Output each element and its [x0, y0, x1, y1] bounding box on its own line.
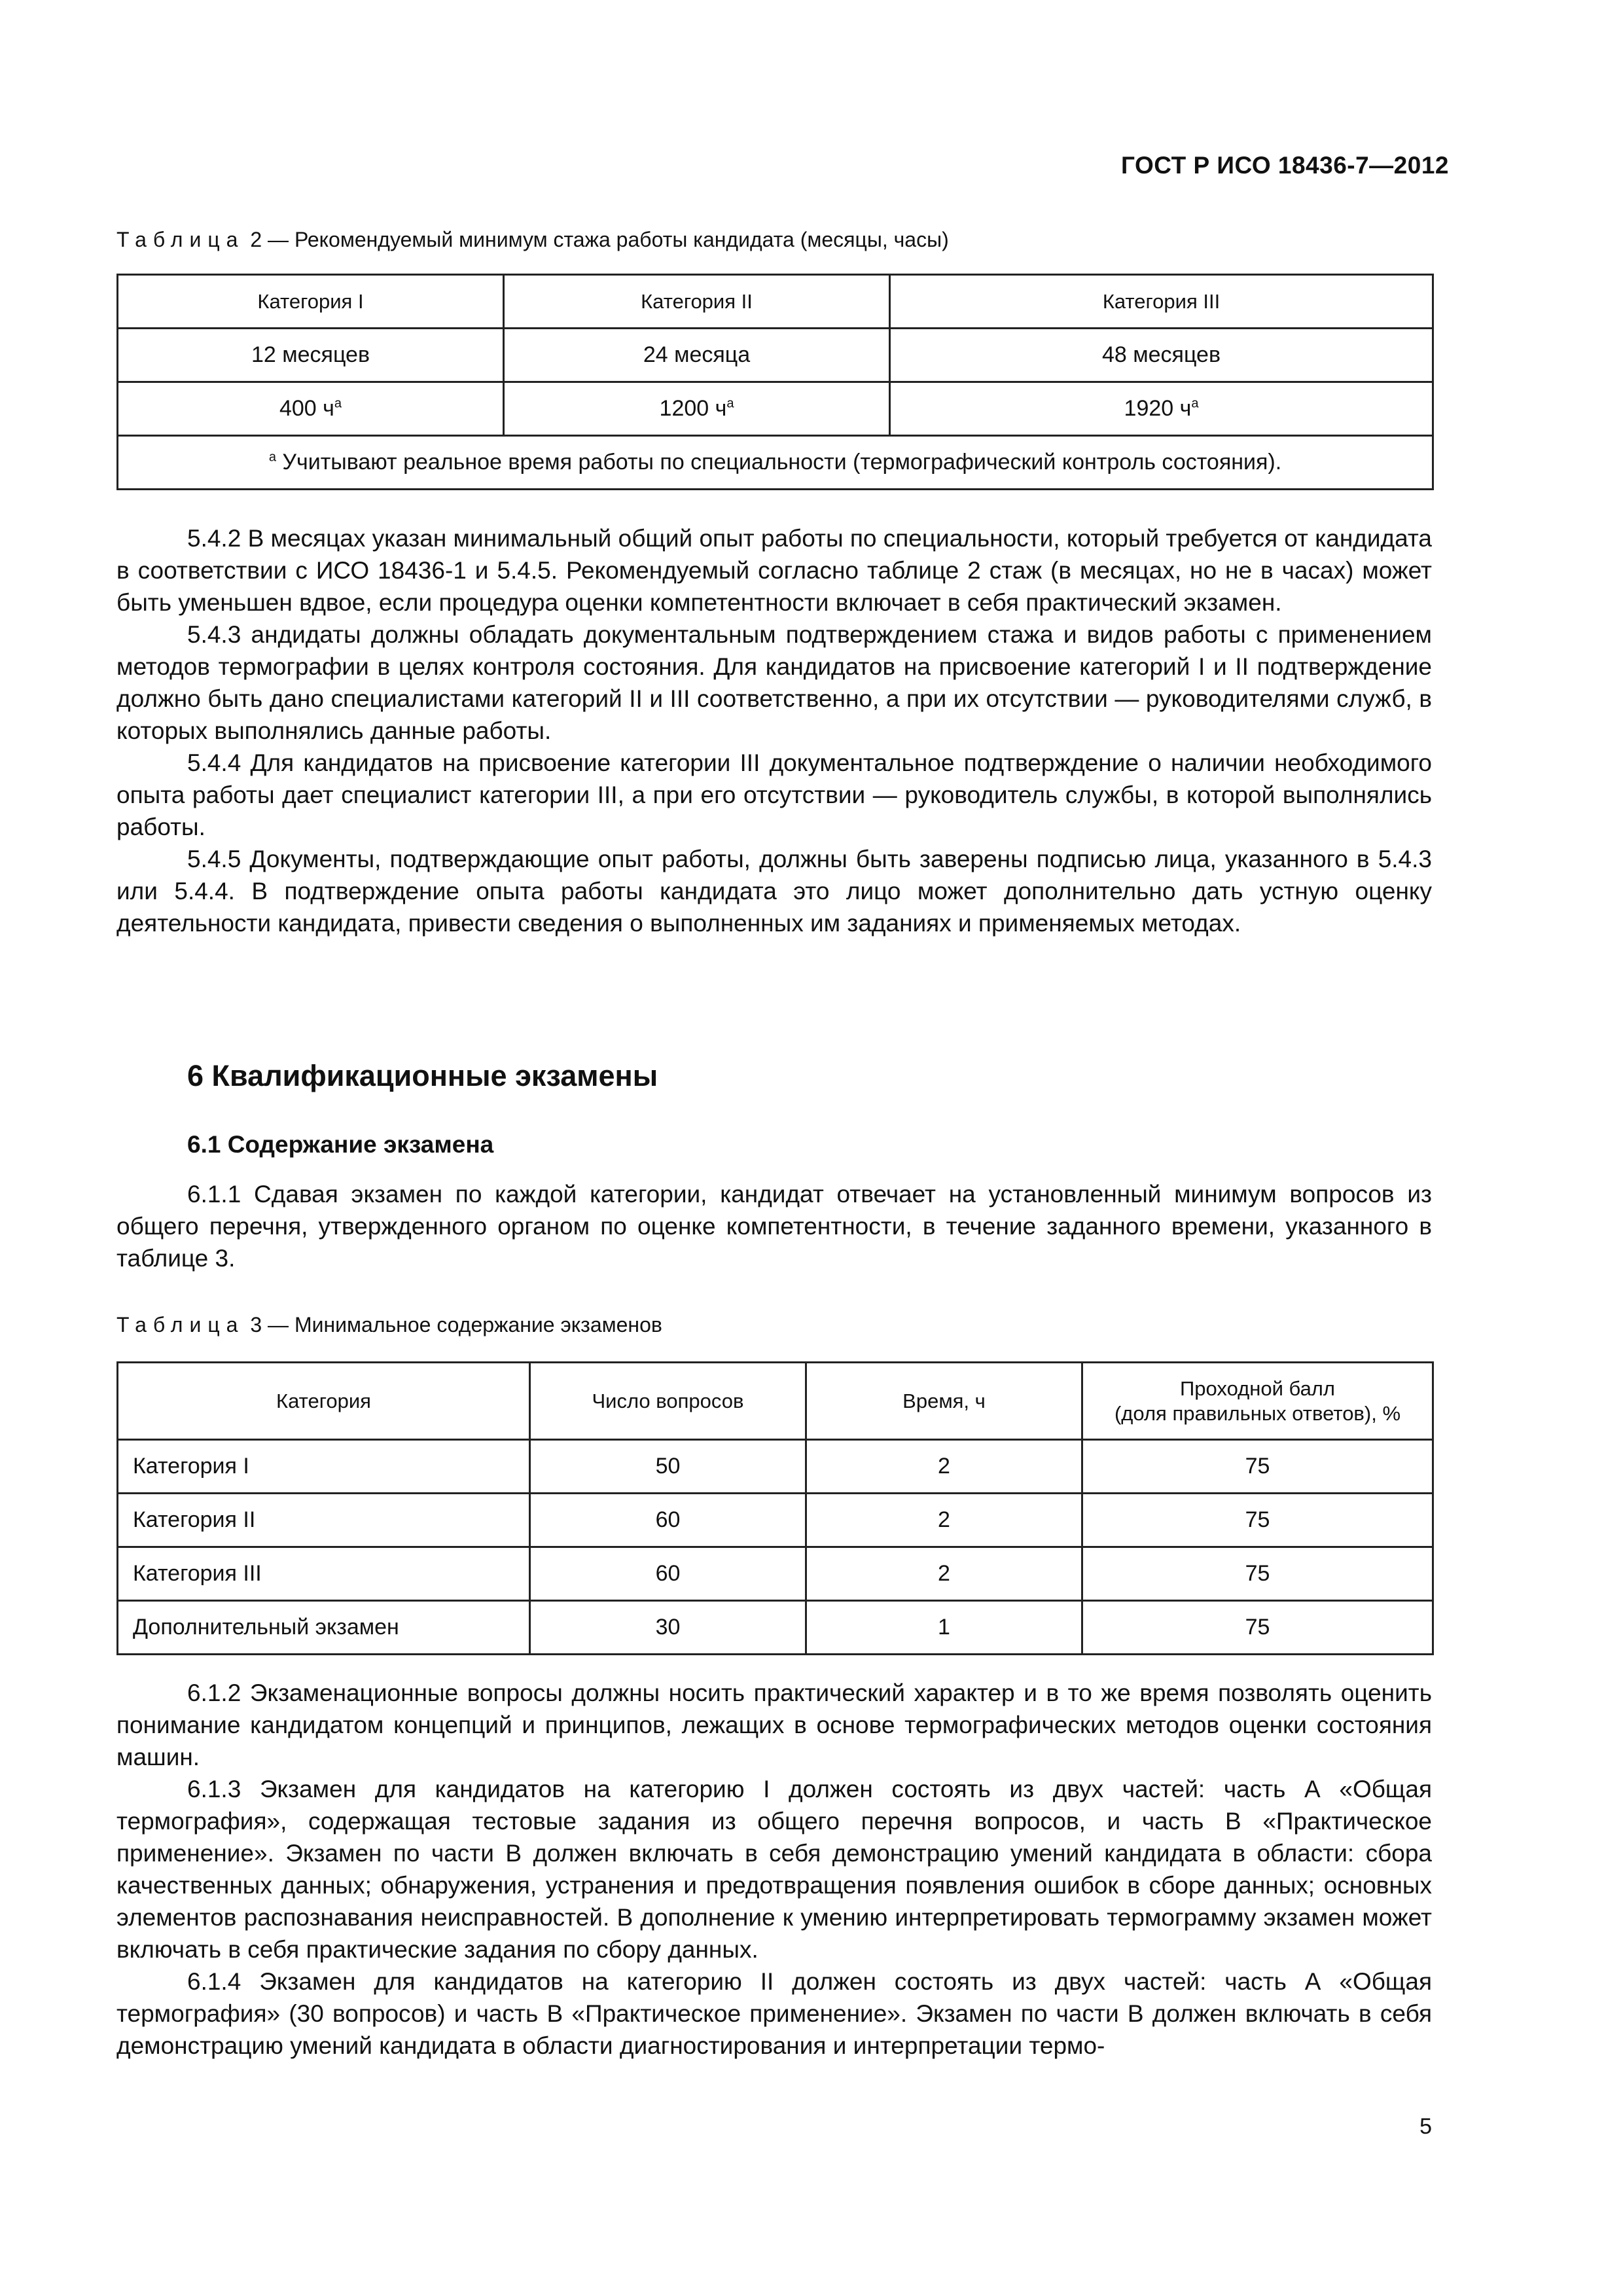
- table2-cell: [118, 382, 504, 436]
- page-number: 5: [1419, 2114, 1432, 2139]
- table2-cell: 24 месяца: [504, 329, 890, 382]
- paragraph-6-1-2: 6.1.2 Экзаменационные вопросы должны носить практический характер и в то же время позволять оценить понимание кандидатом концепций и принципов, лежащих в основе термографических методов оценки состояния машин.: [116, 1679, 1432, 1770]
- table2-cell-value: 1200 ч: [659, 396, 727, 421]
- table3-cell: 75: [1082, 1547, 1433, 1601]
- table3-cell: Дополнительный экзамен: [118, 1601, 530, 1655]
- table2-header-cell: Категория III: [890, 275, 1433, 329]
- text-block-6-1-1: [116, 1178, 1432, 1274]
- table3-header-row: [118, 1363, 1433, 1440]
- section-6-1-heading: 6.1 Содержание экзамена: [187, 1131, 494, 1158]
- table2-cell: 12 месяцев: [118, 329, 504, 382]
- table3-header-cell: Время, ч: [806, 1363, 1082, 1440]
- table3-header-line: Проходной балл: [1180, 1376, 1335, 1400]
- table3-row: [118, 1547, 1433, 1601]
- table2-cell: [890, 382, 1433, 436]
- table3: [116, 1361, 1434, 1655]
- table2-caption: [116, 228, 949, 252]
- table2-row: [118, 329, 1433, 382]
- table2-row: [118, 382, 1433, 436]
- table3-header-cell: Категория: [118, 1363, 530, 1440]
- paragraph-6-1-1: 6.1.1 Сдавая экзамен по каждой категории, кандидат отвечает на установленный минимум вопросов из общего перечня, утвержденного органом по оценке компетентности, в течение заданного времени, указанного в таблице 3.: [116, 1181, 1432, 1272]
- table3-cell: 2: [806, 1440, 1082, 1494]
- table3-row: [118, 1494, 1433, 1547]
- table3-cell: 75: [1082, 1494, 1433, 1547]
- footnote-mark: a: [268, 450, 276, 465]
- paragraph-5-4-3: 5.4.3 андидаты должны обладать документальным подтверждением стажа и видов работы с применением методов термографии в целях контроля состояния. Для кандидатов на присвоение категорий I и II подтверждение должно быть дано специалистами категорий II и III соответственно, а при их отсутствии — руководителями служб, в которых выполнялись данные работы.: [116, 621, 1432, 744]
- table2-cell-value: 400 ч: [279, 396, 334, 421]
- table3-caption-word: Таблица: [116, 1313, 245, 1336]
- table3-caption-text: 3 — Минимальное содержание экзаменов: [244, 1313, 662, 1336]
- table3-cell: 1: [806, 1601, 1082, 1655]
- table2-cell: [504, 382, 890, 436]
- table3-cell: 75: [1082, 1440, 1433, 1494]
- footnote-mark: a: [334, 396, 342, 411]
- table3-row: [118, 1601, 1433, 1655]
- paragraph-5-4-2: 5.4.2 В месяцах указан минимальный общий опыт работы по специальности, который требуется от кандидата в соответствии с ИСО 18436-1 и 5.4.5. Рекомендуемый согласно таблице 2 стаж (в месяцах, но не в часах) может быть уменьшен вдвое, если процедура оценки компетентности включает в себя практический экзамен.: [116, 525, 1432, 616]
- footnote-mark: a: [726, 396, 734, 411]
- table2-footnote: [118, 436, 1433, 490]
- table3-header-line: (доля правильных ответов), %: [1114, 1401, 1401, 1425]
- table3-cell: 2: [806, 1494, 1082, 1547]
- table3-caption: [116, 1313, 662, 1337]
- table2-caption-word: Таблица: [116, 228, 245, 251]
- table2-cell-value: 1920 ч: [1124, 396, 1192, 421]
- table3-cell: 30: [530, 1601, 806, 1655]
- table3-row: [118, 1440, 1433, 1494]
- table2-cell: 48 месяцев: [890, 329, 1433, 382]
- section-6-heading: 6 Квалификационные экзамены: [187, 1059, 658, 1092]
- paragraph-5-4-5: 5.4.5 Документы, подтверждающие опыт работы, должны быть заверены подписью лица, указанного в 5.4.3 или 5.4.4. В подтверждение опыта работы кандидата это лицо может дополнительно дать устную оценку деятельности кандидата, привести сведения о выполненных им заданиях и применяемых методах.: [116, 846, 1432, 937]
- table3-cell: 75: [1082, 1601, 1433, 1655]
- table2-footnote-text: Учитывают реальное время работы по специальности (термографический контроль состояния).: [282, 450, 1282, 475]
- document-header: ГОСТ Р ИСО 18436-7—2012: [1121, 152, 1449, 179]
- paragraph-6-1-4: 6.1.4 Экзамен для кандидатов на категорию II должен состоять из двух частей: часть А «Общая термография» (30 вопросов) и часть В «Практическое применение». Экзамен по части В должен включать в себя демонстрацию умений кандидата в области диагностирования и интерпретации термо-: [116, 1968, 1432, 2059]
- table2-footnote-row: [118, 436, 1433, 490]
- table3-cell: Категория I: [118, 1440, 530, 1494]
- table2: [116, 274, 1434, 490]
- table3-cell: 50: [530, 1440, 806, 1494]
- footnote-mark: a: [1191, 396, 1199, 411]
- table3-header-cell: [1082, 1363, 1433, 1440]
- paragraph-5-4-4: 5.4.4 Для кандидатов на присвоение категории III документальное подтверждение о наличии необходимого опыта работы дает специалист категории III, а при его отсутствии — руководитель службы, в которой выполнялись работы.: [116, 749, 1432, 840]
- table3-cell: Категория III: [118, 1547, 530, 1601]
- table2-caption-text: 2 — Рекомендуемый минимум стажа работы кандидата (месяцы, часы): [244, 228, 949, 251]
- table3-header-cell: Число вопросов: [530, 1363, 806, 1440]
- text-block-section-6-1: [116, 1677, 1432, 2062]
- text-block-section-5-4: [116, 522, 1432, 939]
- paragraph-6-1-3: 6.1.3 Экзамен для кандидатов на категорию I должен состоять из двух частей: часть А «Общая термография», содержащая тестовые задания из общего перечня вопросов, и часть В «Практическое применение». Экзамен по части В должен включать в себя демонстрацию умений кандидата в области: сбора качественных данных; обнаружения, устранения и предотвращения появления ошибок в сборе данных; основных элементов распознавания неисправностей. В дополнение к умению интерпретировать термограмму экзамен может включать в себя практические задания по сбору данных.: [116, 1776, 1432, 1963]
- table2-header-cell: Категория II: [504, 275, 890, 329]
- table2-header-row: [118, 275, 1433, 329]
- table3-cell: 60: [530, 1494, 806, 1547]
- table3-cell: 2: [806, 1547, 1082, 1601]
- table3-cell: 60: [530, 1547, 806, 1601]
- table3-cell: Категория II: [118, 1494, 530, 1547]
- table2-header-cell: Категория I: [118, 275, 504, 329]
